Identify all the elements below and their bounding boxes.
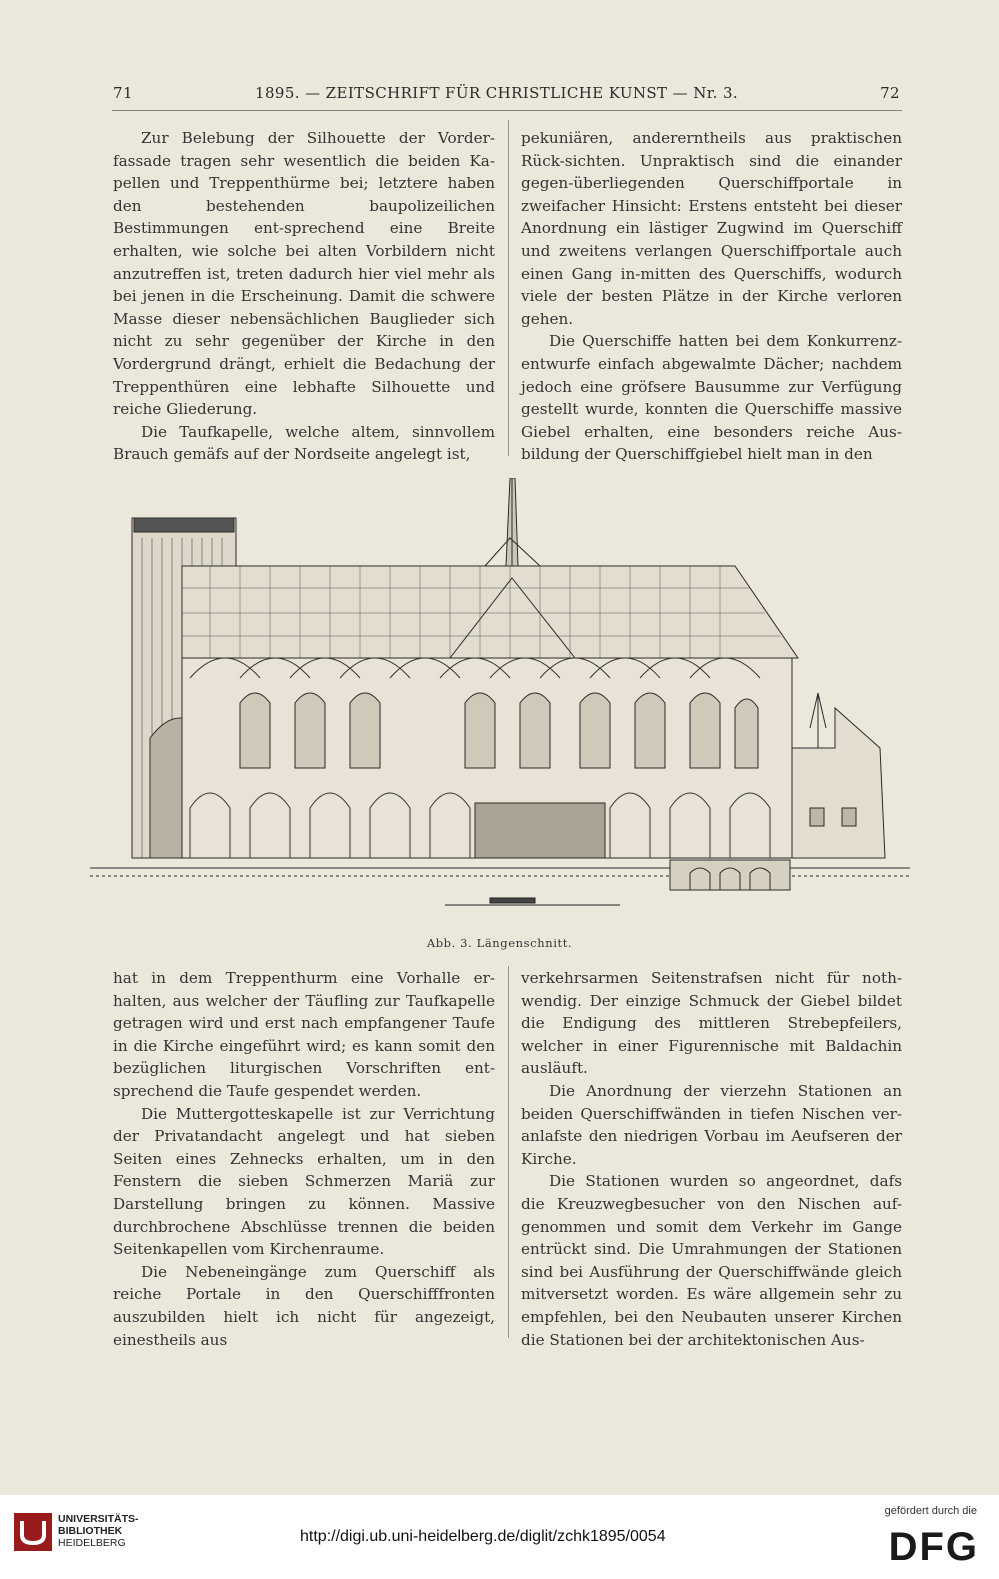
text-column-left-bottom — [113, 967, 495, 1351]
section-illustration — [90, 478, 920, 910]
library-name-line: UNIVERSITÄTS- — [58, 1513, 139, 1525]
figure-caption: Abb. 3. Längenschnitt. — [426, 936, 573, 950]
text-column-right-top — [521, 127, 902, 466]
paragraph: hat in dem Treppenthurm eine Vorhalle er-halten, aus welcher der Täufling zur Taufkapelle getragen wird und erst nach empfangener Taufe in die Kirche eingeführt wird; es kann somit den bezüglichen liturgischen Vorschriften ent-sprechend die Taufe gespendet werden. — [113, 969, 495, 1100]
column-separator-bottom — [508, 966, 509, 1338]
library-name-line: HEIDELBERG — [58, 1537, 126, 1549]
page-number-left: 71 — [113, 84, 133, 102]
column-separator-top — [508, 120, 509, 456]
paragraph: Die Querschiffe hatten bei dem Konkurrenz-entwurfe einfach abgewalmte Dächer; nachdem jedoch eine gröfsere Bausumme zur Verfügung gestellt wurde, konnten die Querschiffe massive Giebel erhalten, eine besonders reiche Aus-bildung der Querschiffgiebel hielt man in den — [521, 332, 902, 464]
paragraph: Die Taufkapelle, welche altem, sinnvollem Brauch gemäfs auf der Nordseite angelegt ist, — [113, 422, 495, 464]
paragraph: pekuniären, andererntheils aus praktischen Rück-sichten. Unpraktisch sind die einander gegen-überliegenden Querschiffportale in zweifacher Hinsicht: Erstens entsteht bei dieser Anordnung ein lästiger Zugwind im Querschiff und zweitens verlangen Querschiffportale auch einen Gang in-mitten des Querschiffs, wodurch viele der besten Plätze in der Kirche verloren gehen. — [521, 129, 902, 328]
library-name — [58, 1513, 139, 1549]
paragraph: Die Stationen wurden so angeordnet, dafs die Kreuzwegbesucher von den Nischen auf-genommen und somit dem Verkehr im Gange entrückt sind. Die Umrahmungen der Stationen sind bei Ausführung der Querschiffwände gleich mitversetzt worden. Es wäre allgemein sehr zu empfehlen, bei den Neubauten unserer Kirchen die Stationen bei der architektonischen Aus- — [521, 1172, 902, 1349]
paragraph: Zur Belebung der Silhouette der Vorder-fassade tragen sehr wesentlich die beiden Ka-pellen und Treppenthürme bei; letztere haben den bestehenden baupolizeilichen Bestimmungen ent-sprechend eine Breite erhalten, wie solche bei alten Vorbildern nicht anzutreffen ist, treten dadurch hier viel mehr als bei jenen in die Erscheinung. Damit die schwere Masse dieser nebensächlichen Bauglieder sich nicht zu sehr gegenüber der Kirche in den Vordergrund drängt, erhielt die Bedachung der Treppenthüren eine lebhafte Silhouette und reiche Gliederung. — [113, 129, 495, 419]
paragraph: Die Muttergotteskapelle ist zur Verrichtung der Privatandacht angelegt und hat sieben Seiten eines Zehnecks erhalten, um in den Fenstern die sieben Schmerzen Mariä zur Darstellung bringen zu können. Massive durchbrochene Abschlüsse trennen die beiden Seitenkapellen vom Kirchenraume. — [113, 1104, 495, 1259]
university-library-logo-icon — [14, 1513, 52, 1551]
paragraph: verkehrsarmen Seitenstrafsen nicht für noth-wendig. Der einzige Schmuck der Giebel bildet die Endigung des mittleren Strebepfeilers, welcher in einer Figurennische mit Baldachin ausläuft. — [521, 969, 902, 1078]
paragraph: Die Anordnung der vierzehn Stationen an beiden Querschiffwänden in tiefen Nischen ver-anlafste den niedrigen Vorbau im Aeufseren der Kirche. — [521, 1081, 902, 1168]
cathedral-longitudinal-section-drawing — [90, 478, 920, 910]
journal-title: 1895. — ZEITSCHRIFT FÜR CHRISTLICHE KUNST — Nr. 3. — [255, 84, 739, 102]
library-name-line: BIBLIOTHEK — [58, 1525, 123, 1537]
dfg-logo: DFG — [888, 1525, 979, 1569]
page-number-right: 72 — [880, 84, 900, 102]
permalink[interactable]: http://digi.ub.uni-heidelberg.de/diglit/zchk1895/0054 — [300, 1528, 666, 1545]
digitization-footer — [0, 1495, 999, 1579]
running-header — [105, 84, 900, 106]
funding-note: gefördert durch die — [884, 1505, 977, 1517]
header-rule — [112, 110, 902, 111]
paragraph: Die Nebeneingänge zum Querschiff als reiche Portale in den Querschifffronten auszubilden hielt ich nicht für angezeigt, einestheils aus — [113, 1262, 495, 1349]
text-column-left-top — [113, 127, 495, 466]
text-column-right-bottom — [521, 967, 902, 1351]
